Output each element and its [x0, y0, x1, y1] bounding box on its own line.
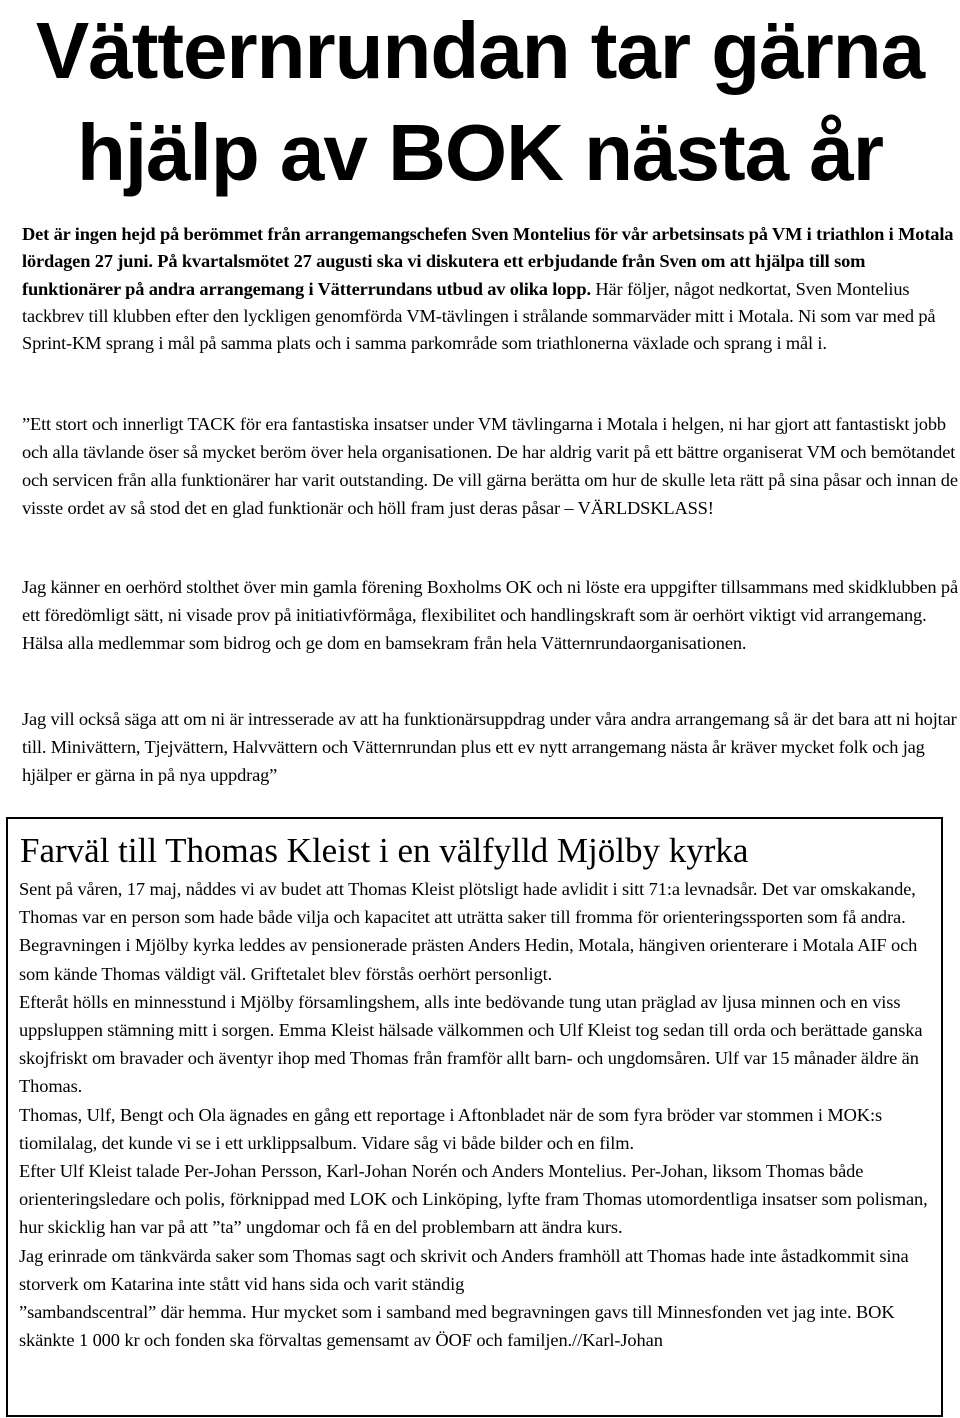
obituary-box: [6, 817, 943, 1417]
obituary-paragraph-1: Sent på våren, 17 maj, nåddes vi av budet att Thomas Kleist plötsligt hade avlidit i sitt 71:a levnadsår. Det var omskakande, Thomas var en person som hade både vilja och kapacitet att uträtta saker till fromma för orienteringssporten som få andra. Begravningen i Mjölby kyrka leddes av pensionerade prästen Anders Hedin, Motala, hängiven orienterare i Motala AIF och som kände Thomas väldigt väl. Griftetalet blev förstås oerhört personligt.: [19, 879, 918, 984]
quote-paragraph-3: Jag vill också säga att om ni är intresserade av att ha funktionärsuppdrag under våra andra arrangemang så är det bara att ni hojtar till. Minivättern, Tjejvättern, Halvvättern och Vätternrundan plus ett ev nytt arrangemang nästa år kräver mycket folk och jag hjälper er gärna in på nya uppdrag”: [22, 709, 957, 785]
obituary-paragraph-3: Thomas, Ulf, Bengt och Ola ägnades en gång ett reportage i Aftonbladet när de som fyra bröder var stommen i MOK:s tiomilalag, det kunde vi se i ett urklippsalbum. Vidare såg vi både bilder och en film.: [19, 1104, 883, 1153]
obituary-paragraph-5-part-1: Jag erinrade om tänkvärda saker som Thomas sagt och skrivit och Anders framhöll att Thomas hade inte åstadkommit sina storverk om Katarina inte stått vid hans sida och varit ständig: [19, 1245, 909, 1294]
article-lead: [22, 221, 960, 357]
headline-line-2: hjälp av BOK nästa år: [77, 108, 883, 197]
quote-paragraph-1: ”Ett stort och innerligt TACK för era fantastiska insatser under VM tävlingarna i Motala i helgen, ni har gjort att fantastiskt jobb och alla tävlande öser så mycket beröm över hela organisationen. De har aldrig varit på ett bättre organiserat VM och bemötandet och servicen från alla funktionärer har varit outstanding. De vill gärna berätta om hur de skulle leta rätt på sina påsar och innan de visste ordet av så stod det en glad funktionär och höll fram just deras påsar – VÄRLDSKLASS!: [22, 414, 958, 518]
obituary-paragraph-5-part-2: ”sambandscentral” där hemma. Hur mycket som i samband med begravningen gavs till Minnesfonden vet jag inte. BOK skänkte 1 000 kr och fonden ska förvaltas gemensamt av ÖOF och familjen.//Karl-Johan: [19, 1302, 895, 1351]
headline-line-1: Vätternrundan tar gärna: [35, 6, 925, 95]
quote-paragraph-2: Jag känner en oerhörd stolthet över min gamla förening Boxholms OK och ni löste era uppgifter tillsammans med skidklubben på ett föredömligt sätt, ni visade prov på initiativförmåga, flexibilitet och handlingskraft som är oerhört viktigt vid arrangemang. Hälsa alla medlemmar som bidrog och ge dom en bamsekram från hela Vätternrundaorganisationen.: [22, 577, 958, 653]
lead-normal-text: Här följer, något nedkortat, Sven Montelius tackbrev till klubben efter den lyckligen genomförda VM-tävlingen i strålande sommarväder mitt i Motala. Ni som var med på Sprint-KM sprang i mål på samma plats och i samma parkområde som triathlonerna växlade och sprang i mål i.: [22, 278, 936, 354]
obituary-paragraph-4: Efter Ulf Kleist talade Per-Johan Persson, Karl-Johan Norén och Anders Montelius. Per-Johan, liksom Thomas både orienteringsledare och polis, förknippad med LOK och Linköping, lyfte fram Thomas utomordentliga insatser som polisman, hur skicklig han var på att ”ta” ungdomar och få en del problembarn att ändra kurs.: [19, 1161, 928, 1238]
obituary-paragraph-5: [19, 1242, 934, 1355]
article-headline: [0, 0, 960, 204]
obituary-paragraph-2: Efteråt hölls en minnesstund i Mjölby församlingshem, alls inte bedövande tung utan präglad av ljusa minnen och en viss uppsluppen stämning mitt i sorgen. Emma Kleist hälsade välkommen och Ulf Kleist tog sedan till orda och berättade ganska skojfriskt om bravader och äventyr ihop med Thomas från framför allt barn- och ungdomsåren. Ulf var 15 månader äldre än Thomas.: [19, 991, 923, 1097]
obituary-title: Farväl till Thomas Kleist i en välfylld Mjölby kyrka: [20, 831, 749, 870]
lead-bold-text: Det är ingen hejd på berömmet från arrangemangschefen Sven Montelius för vår arbetsinsats på VM i triathlon i Motala lördagen 27 juni. På kvartalsmötet 27 augusti ska vi diskutera ett erbjudande från Sven om att hjälpa till som funktionärer på andra arrangemang i Vätterrundans utbud av olika lopp.: [22, 224, 954, 299]
obituary-body: [19, 875, 934, 1354]
